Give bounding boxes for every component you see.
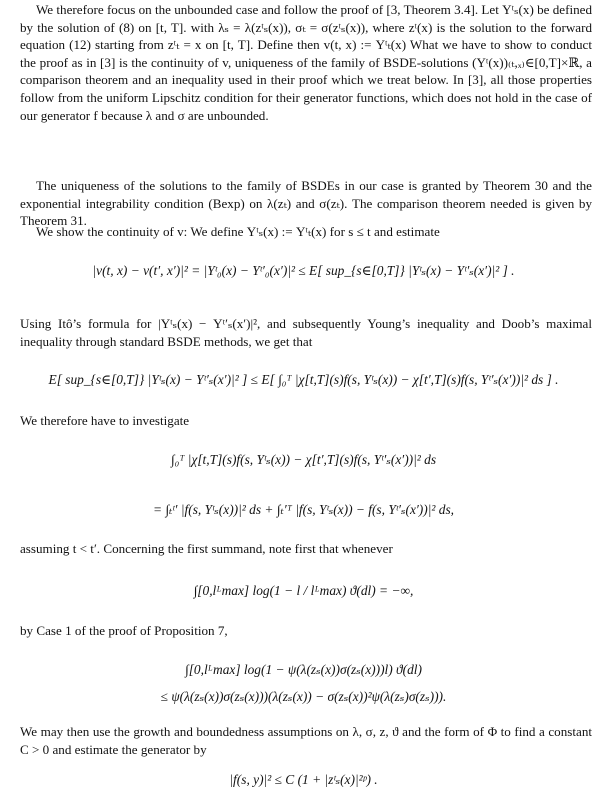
equation-continuity-estimate: |v(t, x) − v(t′, x′)|² = |Υᵗ₀(x) − Υᵗ′₀(x′)|² ≤ E[ sup_{s∈[0,T]} |Υᵗₛ(x) − Υᵗ′ₛ(x′)|² ] . bbox=[92, 263, 515, 278]
paragraph-proof-intro: We therefore focus on the unbounded case and follow the proof of [3, Theorem 3.4]. Let Υᵗₛ(x) be defined by the solution of (8) on [t, T]. with λₛ = λ(zᵗₛ(x)), σₜ = σ(zᵗₛ(x)), where zᵗ(x) is the solution to the forward equation (12) starting from zᵗₜ = x on [t, T]. Define then v(t, x) := Υᵗₜ(x) What we have to show to conduct the proof as in [3] is the continuity of v, uniqueness of the family of BSDE-solutions (Υᵗ(x))₍ₜ,ₓ₎∈[0,T]×ℝ, a comparison theorem and an inequality used in their proof which we treat below. In [3], all those properties follow from the uniform Lipschitz condition for their generator functions, which does not hold in the case of our generator f because λ and σ are unbounded. bbox=[20, 2, 592, 123]
equation-log-divergence: ∫[0,lᴸmax] log(1 − l / lᴸmax) ϑ(dl) = −∞, bbox=[193, 583, 414, 598]
paragraph-generator-growth: We may then use the growth and boundedness assumptions on λ, σ, z, ϑ and the form of Φ to find a constant C > 0 and estimate the generator by bbox=[20, 724, 592, 757]
paragraph-uniqueness: The uniqueness of the solutions to the family of BSDEs in our case is granted by Theorem 30 and the exponential integrability condition (Bexp) on λ(zₜ) and σ(zₜ). The comparison theorem needed is given by Theorem 31. bbox=[20, 178, 592, 229]
paragraph-continuity: We show the continuity of v: We define Υᵗₛ(x) := Υᵗₜ(x) for s ≤ t and estimate bbox=[36, 224, 440, 239]
equation-integral: ∫₀ᵀ |χ[t,T](s)f(s, Υᵗₛ(x)) − χ[t′,T](s)f(s, Υᵗ′ₛ(x′))|² ds bbox=[170, 452, 437, 467]
equation-case-bound-line2: ≤ ψ(λ(zₛ(x))σ(zₛ(x)))(λ(zₛ(x)) − σ(zₛ(x))²ψ(λ(zₛ)σ(zₛ))). bbox=[160, 689, 447, 704]
equation-doob-estimate: E[ sup_{s∈[0,T]} |Υᵗₛ(x) − Υᵗ′ₛ(x′)|² ] ≤ E[ ∫₀ᵀ |χ[t,T](s)f(s, Υᵗₛ(x)) − χ[t′,T](s)f(s, Υᵗ′ₛ(x′))|² ds ] . bbox=[48, 372, 559, 387]
paragraph-case-reference: by Case 1 of the proof of Proposition 7, bbox=[20, 623, 228, 638]
paragraph-ito-formula: Using Itô’s formula for |Υᵗₛ(x) − Υᵗ′ₛ(x′)|², and subsequently Young’s inequality and Doob’s maximal inequality through standard BSDE methods, we get that bbox=[20, 316, 592, 349]
equation-split-integral: = ∫ₜᵗ′ |f(s, Υᵗₛ(x))|² ds + ∫ₜ′ᵀ |f(s, Υᵗₛ(x)) − f(s, Υᵗ′ₛ(x′))|² ds, bbox=[152, 502, 455, 517]
paragraph-first-summand: assuming t < t′. Concerning the first summand, note first that whenever bbox=[20, 541, 393, 556]
equation-generator-bound: |f(s, y)|² ≤ C (1 + |zᵗₛ(x)|²ᵖ) . bbox=[229, 772, 378, 787]
paragraph-investigate: We therefore have to investigate bbox=[20, 413, 190, 428]
equation-case-bound-line1: ∫[0,lᴸmax] log(1 − ψ(λ(zₛ(x))σ(zₛ(x)))l) ϑ(dl) bbox=[185, 662, 422, 677]
